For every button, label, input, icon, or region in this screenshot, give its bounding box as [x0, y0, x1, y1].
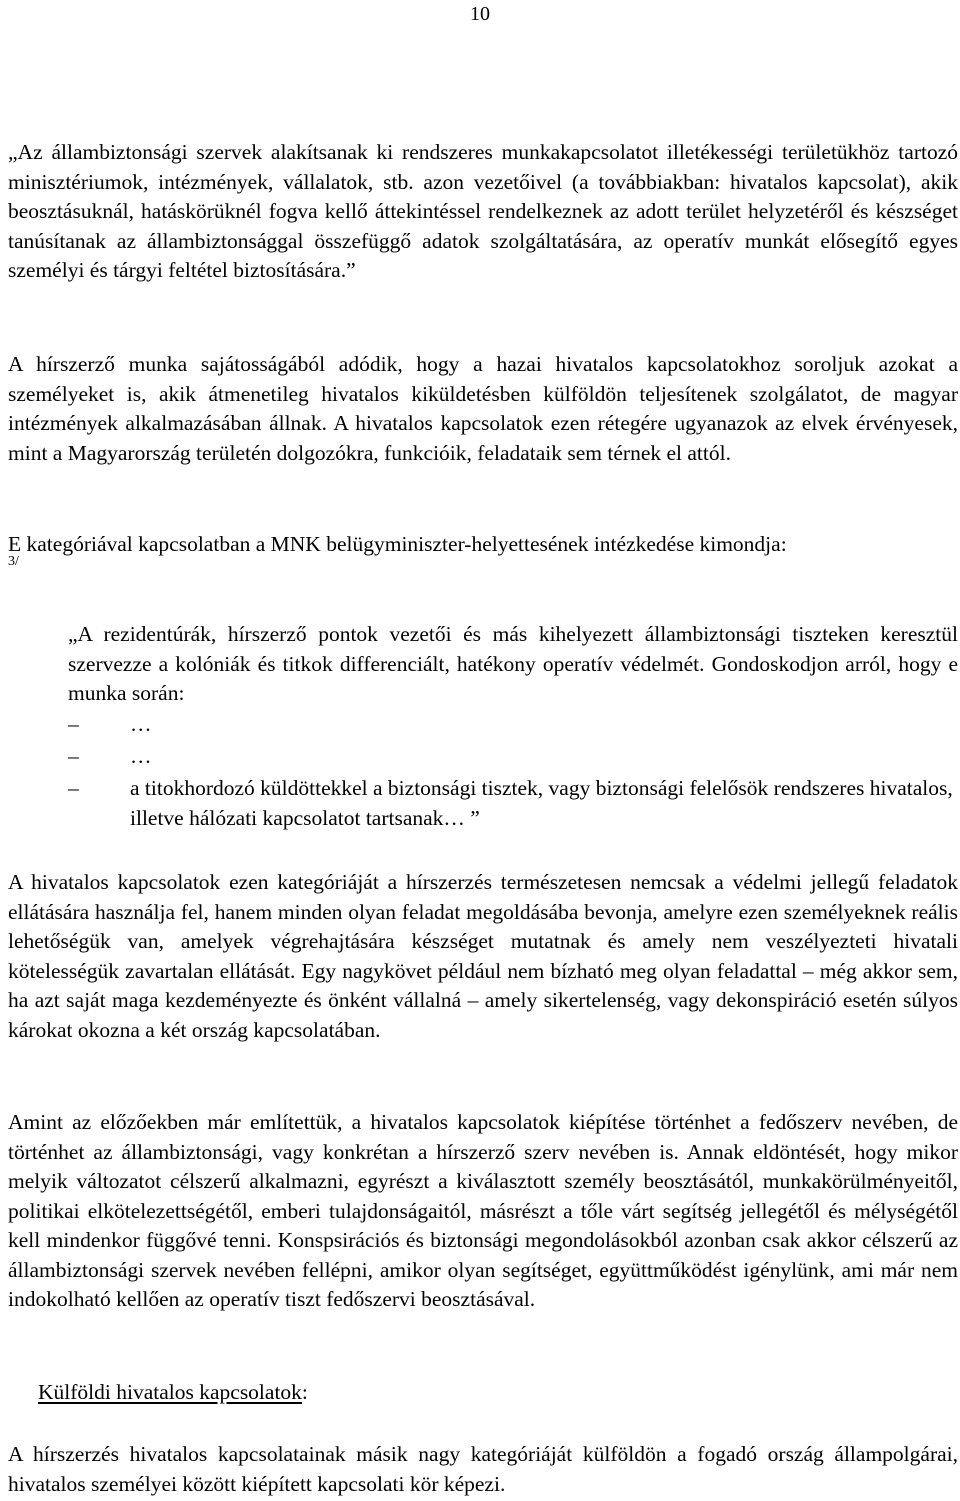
- body-paragraph-kulfoldi: A hírszerzés hivatalos kapcsolatainak másik nagy kategóriáját külföldön a fogadó ország állampolgárai, hivatalos személyei között kiépített kapcsolati kör képezi.: [8, 1442, 958, 1496]
- section-heading: [38, 1378, 308, 1408]
- quote-paragraph: „Az állambiztonsági szervek alakítsanak ki rendszeres munkakapcsolatot illetékességi területükhöz tartozó minisztériumok, intézmények, vállalatok, stb. azon vezetőivel (a továbbiakban: hivatalos kapcsolat), akik beosztásuknál, hatáskörüknél fogva kellő áttekintéssel rendelkeznek az adott terület helyzetéről és készséget tanúsítanak az állambiztonsággal összefüggő adatok szolgáltatására, az operatív munkát elősegítő egyes személyi és tárgyi feltétel biztosítására.”: [8, 140, 958, 282]
- dash-list: [68, 710, 958, 833]
- list-item-text: …: [130, 712, 152, 736]
- page-number: 10: [470, 3, 490, 25]
- section-heading-colon: :: [301, 1380, 308, 1404]
- body-paragraph-vedelmi: A hivatalos kapcsolatok ezen kategóriáját a hírszerzés természetesen nemcsak a védelmi jellegű feladatok ellátására használja fel, hanem minden olyan feladat megoldásába bevonja, amelyre ezen személyeknek reális lehetőségük van, amelyek végrehajtására készséget mutatnak és amely nem veszélyezteti hivatali kötelességük zavartalan ellátását. Egy nagykövet például nem bízható meg olyan feladattal – még akkor sem, ha azt saját maga kezdeményezte és önként vállalná – amely sikertelenség, vagy dekonspiráció esetén súlyos károkat okozna a két ország kapcsolatában.: [8, 870, 958, 1042]
- list-item: [68, 774, 958, 833]
- list-item-text: …: [130, 744, 152, 768]
- body-paragraph-kategoria: E kategóriával kapcsolatban a MNK belügyminiszter-helyettesének intézkedése kimondja:: [8, 532, 787, 556]
- body-paragraph-hirszerzo-munka: A hírszerző munka sajátosságából adódik, hogy a hazai hivatalos kapcsolatokhoz soroljuk azokat a személyeket is, akik átmenetileg hivatalos kiküldetésben külföldön teljesítenek szolgálatot, de magyar intézmények alkalmazásában állnak. A hivatalos kapcsolatok ezen rétegére ugyanazok az elvek érvényesek, mint a Magyarország területén dolgozókra, funkcióik, feladataik sem térnek el attól.: [8, 352, 958, 465]
- section-heading-text: Külföldi hivatalos kapcsolatok: [38, 1380, 302, 1404]
- dash-marker: –: [68, 776, 79, 800]
- list-item: [68, 742, 958, 774]
- list-item-text: a titokhordozó küldöttekkel a biztonsági tisztek, vagy biztonsági felelősök rendszeres hivatalos, illetve hálózati kapcsolatot tartsanak… ”: [130, 776, 953, 830]
- list-item: [68, 710, 958, 742]
- dash-marker: –: [68, 744, 79, 768]
- footnote-reference: 3/: [8, 554, 19, 569]
- dash-marker: –: [68, 712, 79, 736]
- body-paragraph-fedoszerv: Amint az előzőekben már említettük, a hivatalos kapcsolatok kiépítése történhet a fedőszerv nevében, de történhet az állambiztonsági, vagy konkrétan a hírszerző szerv nevében is. Annak eldöntését, hogy mikor melyik változatot célszerű alkalmazni, egyrészt a kiválasztott személy beosztásától, munkakörülményeitől, politikai elkötelezettségétől, emberi tulajdonságaitól, másrészt a tőle várt segítség jellegétől és mélységétől kell mindenkor függővé tenni. Konspsirációs és biztonsági megondolásokból azonban csak akkor célszerű az állambiztonsági szervek nevében fellépni, amikor olyan segítséget, együttműködést igénylünk, ami már nem indokolható kellően az operatív tiszt fedőszervi beosztásával.: [8, 1110, 958, 1311]
- block-quote: „A rezidentúrák, hírszerző pontok vezetői és más kihelyezett állambiztonsági tiszteken keresztül szervezze a kolóniák és titkok differenciált, hatékony operatív védelmét. Gondoskodjon arról, hogy e munka során:: [68, 622, 958, 705]
